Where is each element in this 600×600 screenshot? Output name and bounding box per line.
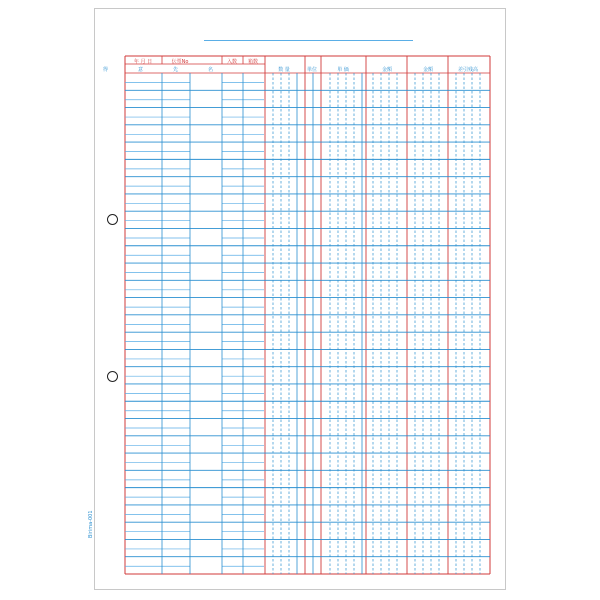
header-amount-2: 金額 (422, 67, 434, 73)
header-customer: 得意先名 (102, 67, 244, 73)
header-date: 年 月 日 (133, 59, 153, 65)
header-cases: 箱数 (247, 59, 259, 65)
header-unit-price: 単 価 (337, 67, 349, 73)
form-code-stamp: Birima-001 (88, 510, 94, 538)
header-discount: 差引残高 (457, 67, 479, 73)
header-amount-1: 金額 (381, 67, 393, 73)
header-quantity: 数 量 (278, 67, 290, 73)
header-slip-no: 伝票No (171, 59, 189, 65)
header-quantity-in: 入数 (226, 59, 238, 65)
header-unit: 単位 (306, 67, 318, 73)
